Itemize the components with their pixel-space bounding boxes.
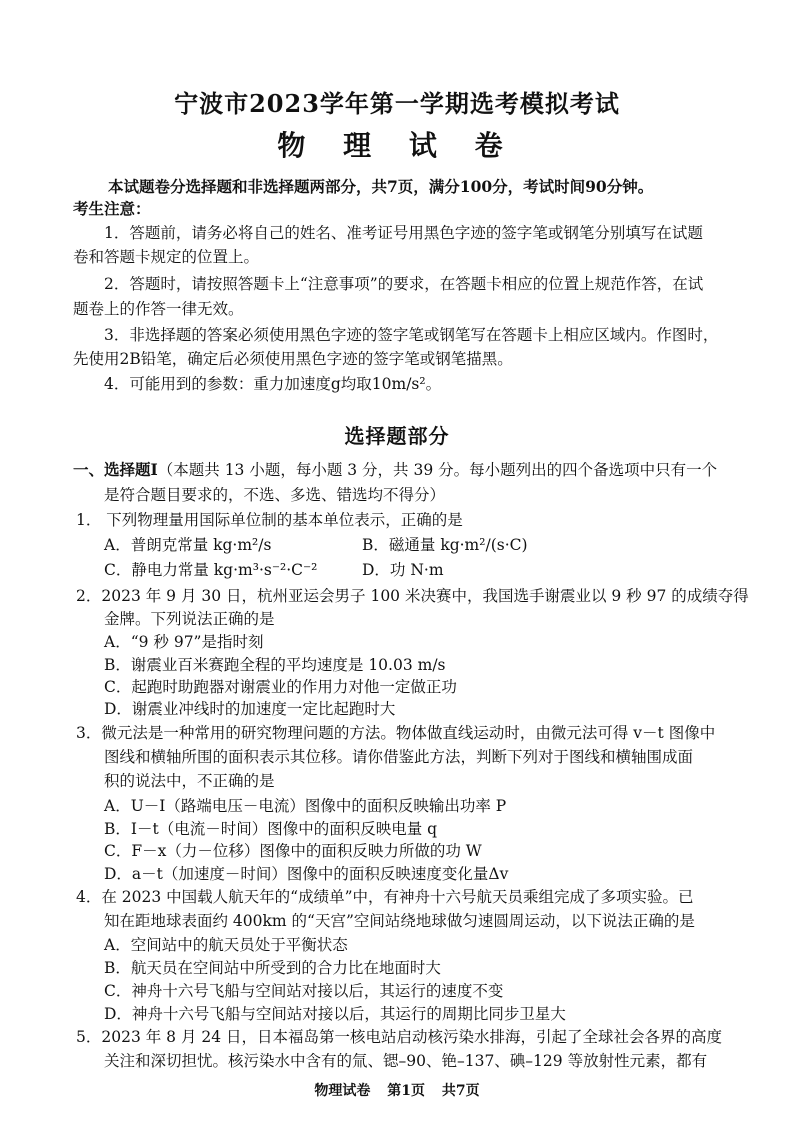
note-line: 3．非选择题的答案必须使用黑色字迹的签字笔或钢笔写在答题卡上相应区域内。作图时， [104, 326, 719, 344]
q2-option-a: A．“9 秒 97”是指时刻 [104, 633, 264, 651]
part1-desc: （本题共 13 小题，每小题 3 分，共 39 分。每小题列出的四个备选项中只有一个 [157, 461, 718, 479]
question-5-stem: 5．2023 年 8 月 24 日，日本福岛第一核电站启动核污染水排海，引起了全球社会各界的高度 [76, 1028, 723, 1046]
notes-heading: 考生注意： [73, 199, 151, 218]
question-4-stem-cont: 知在距地球表面约 400km 的“天宫”空间站绕地球做匀速圆周运动，以下说法正确的是 [104, 912, 695, 930]
exam-subtitle: 物 理 试 卷 [277, 129, 517, 162]
q1-option-a: A．普朗克常量 kg·m²/s [104, 536, 272, 554]
footer-page: 第1页 [387, 1083, 425, 1099]
question-3-stem-cont: 积的说法中，不正确的是 [104, 772, 275, 790]
section-title: 选择题部分 [344, 424, 450, 448]
question-2-stem: 2．2023 年 9 月 30 日，杭州亚运会男子 100 米决赛中，我国选手谢震业以 9 秒 97 的成绩夺得 [76, 587, 749, 605]
question-3-stem-cont: 图线和横轴所围的面积表示其位移。请你借鉴此方法，判断下列对于图线和横轴围成面 [104, 748, 694, 766]
q2-option-c: C．起跑时助跑器对谢震业的作用力对他一定做正功 [104, 678, 457, 696]
q3-option-a: A．U－I（路端电压－电流）图像中的面积反映输出功率 P [104, 797, 507, 815]
footer-total: 共7页 [441, 1083, 480, 1099]
part1-desc-line2: 是符合题目要求的，不选、多选、错选均不得分） [104, 486, 446, 504]
q2-option-b: B．谢震业百米赛跑全程的平均速度是 10.03 m/s [104, 656, 446, 674]
q1-option-b: B．磁通量 kg·m²/(s·C) [362, 536, 528, 554]
part1-head: 一、选择题Ⅰ [73, 460, 158, 479]
q4-option-b: B．航天员在空间站中所受到的合力比在地面时大 [104, 959, 441, 977]
question-2-stem-cont: 金牌。下列说法正确的是 [104, 610, 275, 628]
page-footer [0, 1080, 794, 1100]
q3-option-b: B．I－t（电流－时间）图像中的面积反映电量 q [104, 820, 438, 838]
note-line: 1．答题前，请务必将自己的姓名、准考证号用黑色字迹的签字笔或钢笔分别填写在试题 [104, 224, 703, 242]
q3-option-c: C．F－x（力－位移）图像中的面积反映力所做的功 W [104, 842, 482, 860]
note-line: 卷和答题卡规定的位置上。 [73, 248, 260, 266]
note-line: 2．答题时，请按照答题卡上“注意事项”的要求，在答题卡相应的位置上规范作答，在试 [104, 275, 704, 293]
intro-text: 本试题卷分选择题和非选择题两部分，共7页，满分100分，考试时间90分钟。 [108, 177, 654, 196]
footer-name: 物理试卷 [314, 1083, 371, 1099]
note-line: 先使用2B铅笔，确定后必须使用黑色字迹的签字笔或钢笔描黑。 [73, 350, 513, 368]
part1-header [73, 460, 717, 480]
exam-title: 宁波市2023学年第一学期选考模拟考试 [174, 89, 620, 118]
note-line: 题卷上的作答一律无效。 [73, 300, 244, 318]
q4-option-c: C．神舟十六号飞船与空间站对接以后，其运行的速度不变 [104, 982, 504, 1000]
note-line: 4．可能用到的参数：重力加速度g均取10m/s²。 [104, 375, 442, 393]
q1-option-c: C．静电力常量 kg·m³·s⁻²·C⁻² [104, 561, 318, 579]
question-4-stem: 4．在 2023 中国载人航天年的“成绩单”中，有神舟十六号航天员乘组完成了多项实验。已 [76, 888, 694, 906]
question-1-stem: 1． 下列物理量用国际单位制的基本单位表示，正确的是 [76, 511, 463, 529]
q3-option-d: D．a－t（加速度－时间）图像中的面积反映速度变化量Δv [104, 865, 509, 883]
q2-option-d: D．谢震业冲线时的加速度一定比起跑时大 [104, 700, 396, 718]
q4-option-a: A．空间站中的航天员处于平衡状态 [104, 936, 348, 954]
q4-option-d: D．神舟十六号飞船与空间站对接以后，其运行的周期比同步卫星大 [104, 1005, 566, 1023]
q1-option-d: D．功 N·m [362, 561, 444, 579]
question-5-stem-cont: 关注和深切担忧。核污染水中含有的氚、锶–90、铯–137、碘–129 等放射性元素，都有 [104, 1052, 708, 1070]
question-3-stem: 3．微元法是一种常用的研究物理问题的方法。物体做直线运动时，由微元法可得 v－t 图像中 [76, 724, 716, 742]
